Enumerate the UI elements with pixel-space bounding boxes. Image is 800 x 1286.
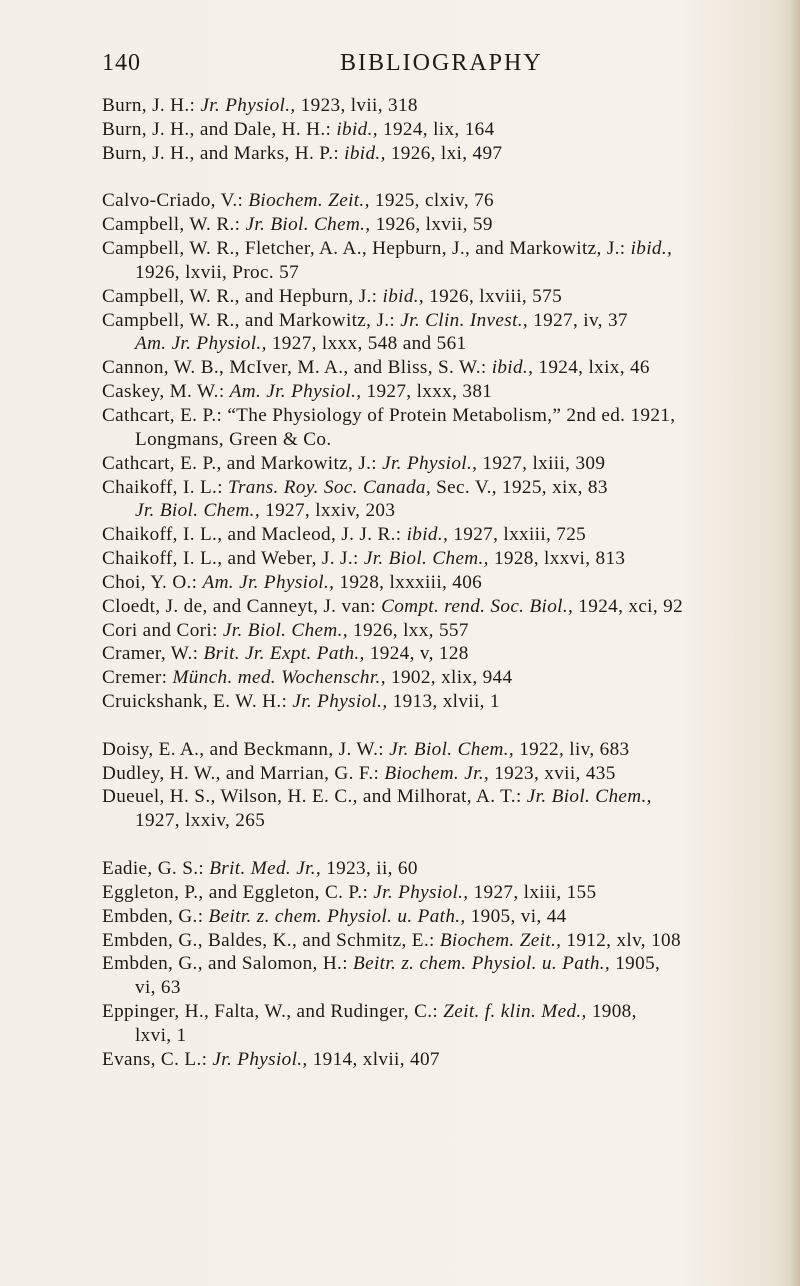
bibliography-entry xyxy=(102,476,722,524)
bibliography-entry xyxy=(102,452,722,476)
citation-text: Choi, Y. O.: xyxy=(102,571,203,593)
citation-text: 1924, lxix, 46 xyxy=(533,357,650,379)
bibliography-entry xyxy=(102,571,722,595)
citation-text: 1927, lxxiv, 265 xyxy=(135,810,266,832)
citation-text: 1927, lxxx, 548 and 561 xyxy=(266,333,467,355)
page-edge-shadow xyxy=(790,0,800,1286)
citation-text: 1928, lxxxiii, 406 xyxy=(334,571,483,593)
bibliography-entry xyxy=(102,762,722,786)
bibliography-entry xyxy=(102,1048,722,1072)
citation-text: 1913, xlvii, 1 xyxy=(387,691,500,713)
bibliography-group xyxy=(102,738,722,833)
bibliography-entry xyxy=(102,356,722,380)
citation-text: Campbell, W. R., and Hepburn, J.: xyxy=(102,285,383,307)
citation-text: Chaikoff, I. L., and Weber, J. J.: xyxy=(102,548,364,570)
bibliography-entry xyxy=(102,595,722,619)
citation-text: Chaikoff, I. L.: xyxy=(102,476,229,498)
journal-title: ibid., xyxy=(336,118,378,140)
journal-title: Beitr. z. chem. Physiol. u. Path., xyxy=(353,953,611,975)
bibliography-entry xyxy=(102,905,722,929)
citation-text: Doisy, E. A., and Beckmann, J. W.: xyxy=(102,738,390,760)
citation-text: 1923, ii, 60 xyxy=(321,858,418,879)
journal-title: Biochem. Zeit., xyxy=(439,929,562,951)
citation-text: 1926, lxi, 497 xyxy=(385,142,503,164)
journal-title: Jr. Biol. Chem., xyxy=(363,548,489,570)
citation-text: Cramer, W.: xyxy=(102,643,204,665)
citation-text: 1902, xlix, 944 xyxy=(385,667,513,689)
citation-text: Cruickshank, E. W. H.: xyxy=(102,691,293,713)
citation-text: 1914, xlvii, 407 xyxy=(307,1048,440,1070)
citation-text: 1926, lxvii, 59 xyxy=(370,214,493,236)
bibliography-entry xyxy=(102,118,722,142)
citation-text: 1927, iv, 37 xyxy=(528,309,628,331)
citation-text: Eadie, G. S.: xyxy=(102,858,210,879)
citation-text: 1926, lxvii, Proc. 57 xyxy=(135,261,300,283)
journal-title: ibid., xyxy=(491,357,534,379)
bibliography-entry xyxy=(102,547,722,571)
citation-text: Chaikoff, I. L., and Macleod, J. J. R.: xyxy=(102,524,407,546)
citation-text: Embden, G., Baldes, K., and Schmitz, E.: xyxy=(102,929,440,951)
citation-text: 1926, lxviii, 575 xyxy=(424,285,563,307)
citation-text: Eppinger, H., Falta, W., and Rudinger, C.: xyxy=(102,1001,444,1023)
citation-text: Longmans, Green & Co. xyxy=(135,428,332,450)
citation-text: 1924, xci, 92 xyxy=(573,595,684,617)
citation-text: 1922, liv, 683 xyxy=(514,738,630,760)
citation-text: Cathcart, E. P.: “The Physiology of Protein Metabolism,” 2nd ed. 1921, xyxy=(102,404,676,426)
bibliography-entry xyxy=(102,857,722,881)
bibliography-entry xyxy=(102,523,722,547)
journal-title: Jr. Biol. Chem., xyxy=(222,619,348,641)
citation-text: Cathcart, E. P., and Markowitz, J.: xyxy=(102,452,383,474)
journal-title: Beitr. z. chem. Physiol. u. Path., xyxy=(208,905,466,927)
bibliography-entry xyxy=(102,619,722,643)
bibliography-entry xyxy=(102,189,722,213)
journal-title: Zeit. f. klin. Med., xyxy=(443,1001,587,1023)
citation-text: 1905, xyxy=(610,953,661,975)
citation-text: Embden, G., and Salomon, H.: xyxy=(102,953,354,975)
bibliography-entry xyxy=(102,94,722,118)
journal-title: Jr. Biol. Chem., xyxy=(389,738,515,760)
journal-title: ibid., xyxy=(382,285,425,307)
running-title: BIBLIOGRAPHY xyxy=(340,50,543,76)
citation-text: 1925, clxiv, 76 xyxy=(369,190,494,212)
citation-text: Eggleton, P., and Eggleton, C. P.: xyxy=(102,881,374,903)
bibliography-entry xyxy=(102,142,722,166)
citation-text: 1924, v, 128 xyxy=(364,643,469,665)
bibliography-entry xyxy=(102,237,722,285)
journal-title: Am. Jr. Physiol., xyxy=(135,333,267,355)
journal-title: ibid., xyxy=(344,142,386,164)
journal-title: Jr. Biol. Chem., xyxy=(135,500,260,522)
bibliography-entry xyxy=(102,690,722,714)
citation-text: 1924, lix, 164 xyxy=(377,118,495,140)
citation-text: Campbell, W. R., and Markowitz, J.: xyxy=(102,309,401,331)
bibliography-entry xyxy=(102,380,722,404)
bibliography-entry xyxy=(102,952,722,1000)
bibliography-entry xyxy=(102,1000,722,1048)
journal-title: Am. Jr. Physiol., xyxy=(202,571,335,593)
citation-text: 1923, xvii, 435 xyxy=(489,762,616,784)
bibliography-entry xyxy=(102,213,722,237)
journal-title: Jr. Physiol., xyxy=(212,1048,308,1070)
bibliography-entry xyxy=(102,785,722,833)
bibliography-entry xyxy=(102,738,722,762)
citation-text: 1928, lxxvi, 813 xyxy=(488,548,626,570)
citation-text: 1905, vi, 44 xyxy=(465,905,567,927)
citation-text: 1912, xlv, 108 xyxy=(561,929,681,951)
citation-text: 1908, xyxy=(586,1001,637,1023)
citation-text: Cremer: xyxy=(102,667,173,689)
citation-text: 1927, lxxx, 381 xyxy=(361,381,493,403)
citation-text: Sec. V., 1925, xix, 83 xyxy=(430,476,608,498)
bibliography-entry xyxy=(102,666,722,690)
bibliography-entry xyxy=(102,881,722,905)
citation-text: Campbell, W. R., Fletcher, A. A., Hepburn, J., and Markowitz, J.: xyxy=(102,238,631,260)
citation-text: Campbell, W. R.: xyxy=(102,214,246,236)
citation-text: Dueuel, H. S., Wilson, H. E. C., and Milhorat, A. T.: xyxy=(102,786,527,808)
bibliography-group xyxy=(102,189,722,714)
citation-text: 1926, lxx, 557 xyxy=(347,619,469,641)
citation-text: Embden, G.: xyxy=(102,905,209,927)
running-header xyxy=(102,50,712,80)
citation-text: Evans, C. L.: xyxy=(102,1048,213,1070)
bibliography-entry xyxy=(102,642,722,666)
citation-text: Cannon, W. B., McIver, M. A., and Bliss, S. W.: xyxy=(102,357,492,379)
citation-text: Cori and Cori: xyxy=(102,619,223,641)
citation-text: Burn, J. H., and Marks, H. P.: xyxy=(102,142,345,164)
journal-title: ibid., xyxy=(630,238,673,260)
citation-text: lxvi, 1 xyxy=(135,1024,187,1046)
citation-text: 1927, lxiii, 309 xyxy=(477,452,606,474)
citation-text: Cloedt, J. de, and Canneyt, J. van: xyxy=(102,595,382,617)
citation-text: 1927, lxxiii, 725 xyxy=(448,524,587,546)
journal-title: Jr. Biol. Chem., xyxy=(526,786,652,808)
citation-text: Calvo-Criado, V.: xyxy=(102,190,249,212)
journal-title: Trans. Roy. Soc. Canada, xyxy=(228,476,431,498)
journal-title: Jr. Physiol., xyxy=(200,95,296,116)
citation-text: Burn, J. H., and Dale, H. H.: xyxy=(102,118,337,140)
journal-title: Compt. rend. Soc. Biol., xyxy=(381,595,574,617)
citation-text: Caskey, M. W.: xyxy=(102,381,230,403)
page-number: 140 xyxy=(102,50,141,76)
citation-text: Burn, J. H.: xyxy=(102,95,201,116)
journal-title: Biochem. Jr., xyxy=(384,762,490,784)
journal-title: Brit. Jr. Expt. Path., xyxy=(203,643,365,665)
journal-title: Jr. Physiol., xyxy=(382,452,478,474)
citation-text: 1923, lvii, 318 xyxy=(295,95,418,116)
journal-title: Am. Jr. Physiol., xyxy=(229,381,362,403)
journal-title: Biochem. Zeit., xyxy=(248,190,370,212)
bibliography-group xyxy=(102,94,722,166)
citation-text: vi, 63 xyxy=(135,977,181,999)
journal-title: Münch. med. Wochenschr., xyxy=(172,667,386,689)
bibliography-entry xyxy=(102,309,722,357)
journal-title: Jr. Biol. Chem., xyxy=(245,214,371,236)
bibliography-group xyxy=(102,857,722,1072)
citation-text: 1927, lxiii, 155 xyxy=(468,881,597,903)
bibliography-list xyxy=(102,94,722,1095)
bibliography-entry xyxy=(102,929,722,953)
citation-text: Dudley, H. W., and Marrian, G. F.: xyxy=(102,762,385,784)
journal-title: Brit. Med. Jr., xyxy=(209,858,322,879)
journal-title: Jr. Physiol., xyxy=(292,691,388,713)
bibliography-entry xyxy=(102,404,722,452)
bibliography-entry xyxy=(102,285,722,309)
journal-title: ibid., xyxy=(406,524,449,546)
citation-text: 1927, lxxiv, 203 xyxy=(259,500,396,522)
journal-title: Jr. Physiol., xyxy=(373,881,469,903)
journal-title: Jr. Clin. Invest., xyxy=(400,309,529,331)
